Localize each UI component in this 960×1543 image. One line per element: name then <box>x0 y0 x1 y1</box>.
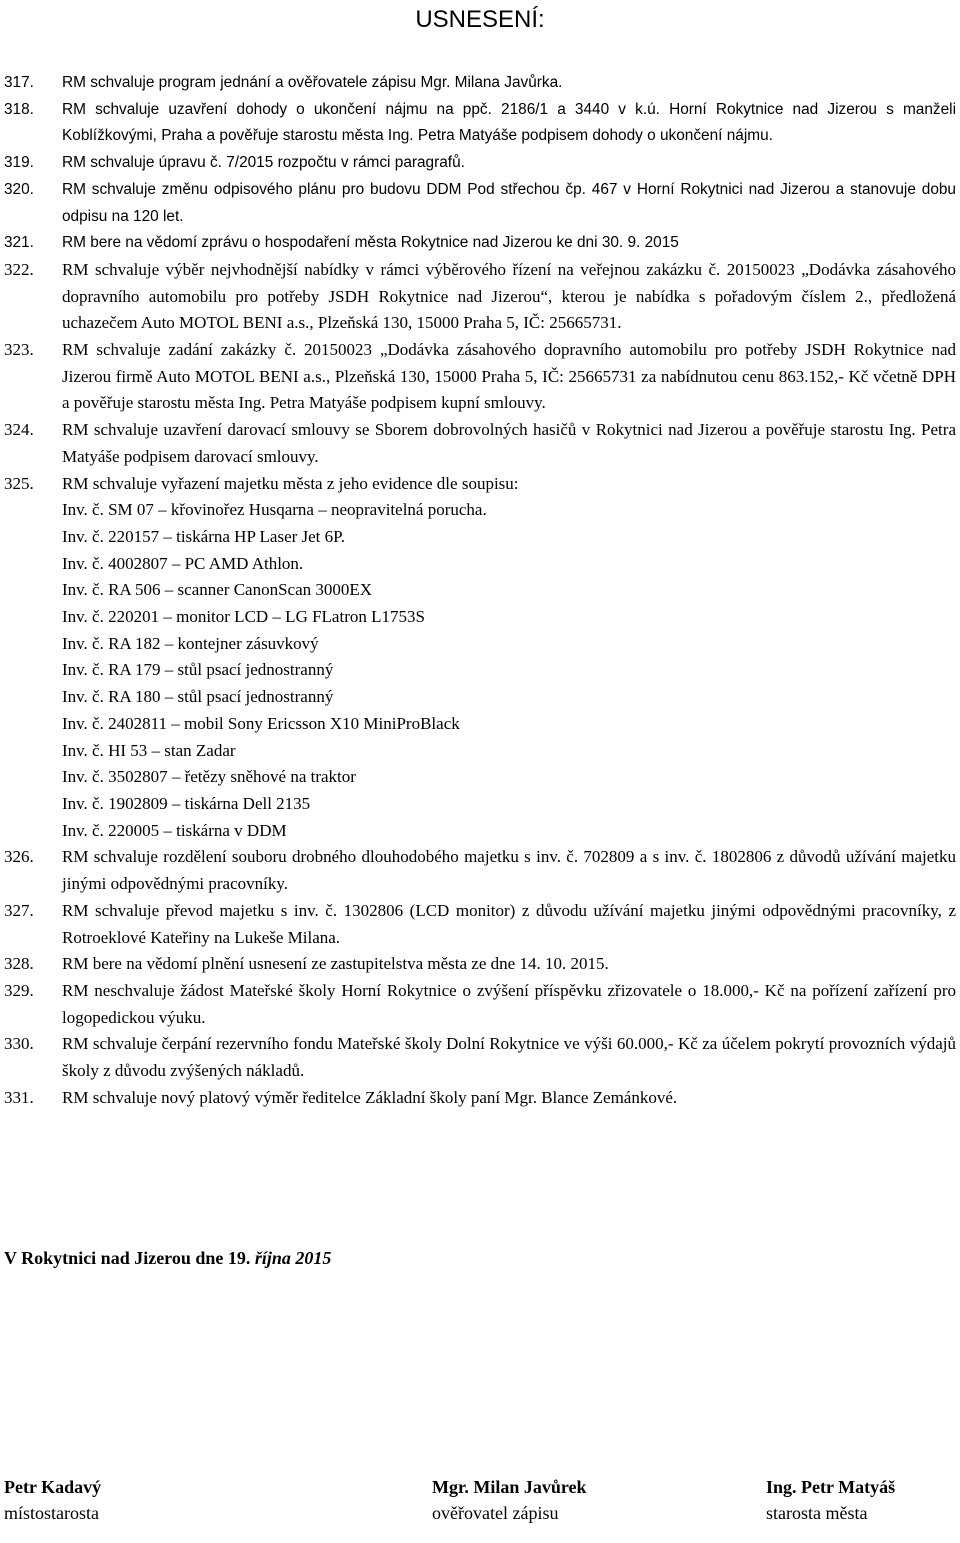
resolution-text: RM schvaluje výběr nejvhodnější nabídky v rámci výběrového řízení na veřejnou zakázku č. 20150023 „Dodávka zásahového dopravního automobilu pro potřeby JSDH Rokytnice nad Jizerou“, kterou je nabídka s pořadovým číslem 2., předložená uchazečem Auto MOTOL BENI a.s., Plzeňská 130, 15000 Praha 5, IČ: 25665731. <box>62 259 956 333</box>
resolution-number: 325. <box>4 473 34 493</box>
inventory-item: Inv. č. RA 179 – stůl psací jednostranný <box>62 660 334 680</box>
resolution-text: RM schvaluje rozdělení souboru drobného dlouhodobého majetku s inv. č. 702809 a s inv. č. 1802806 z důvodů užívání majetku jinými odpovědnými pracovníky. <box>62 847 956 894</box>
signature-verifier <box>432 1474 587 1526</box>
inventory-item: Inv. č. 220157 – tiskárna HP Laser Jet 6P. <box>62 526 345 546</box>
inventory-item: Inv. č. SM 07 – křovinořez Husqarna – neopravitelná porucha. <box>62 500 487 520</box>
inventory-item: Inv. č. 220201 – monitor LCD – LG FLatron L1753S <box>62 607 425 627</box>
resolution-text: RM schvaluje nový platový výměr ředitelce Základní školy paní Mgr. Blance Zemánkové. <box>62 1087 678 1107</box>
resolution-item <box>0 1031 956 1084</box>
resolution-text: RM bere na vědomí plnění usnesení ze zastupitelstva města ze dne 14. 10. 2015. <box>62 954 609 974</box>
signature-role: ověřovatel zápisu <box>432 1503 559 1523</box>
resolution-text: RM schvaluje úpravu č. 7/2015 rozpočtu v rámci paragrafů. <box>62 154 465 172</box>
resolution-text: RM schvaluje program jednání a ověřovatele zápisu Mgr. Milana Javůrka. <box>62 74 563 91</box>
signature-name: Petr Kadavý <box>4 1477 102 1497</box>
inventory-item: Inv. č. 2402811 – mobil Sony Ericsson X10 MiniProBlack <box>62 713 460 733</box>
resolution-number: 330. <box>4 1034 34 1054</box>
resolution-number: 324. <box>4 420 34 440</box>
resolution-number: 329. <box>4 980 34 1000</box>
signature-mayor <box>766 1474 895 1526</box>
inventory-item: Inv. č. RA 506 – scanner CanonScan 3000EX <box>62 580 373 600</box>
resolution-text: RM schvaluje čerpání rezervního fondu Mateřské školy Dolní Rokytnice ve výši 60.000,- Kč za účelem pokrytí provozních výdajů školy z důvodu zvýšených nákladů. <box>62 1034 956 1081</box>
inventory-item: Inv. č. 4002807 – PC AMD Athlon. <box>62 553 304 573</box>
resolution-item <box>0 97 956 150</box>
resolution-number: 328. <box>4 954 34 974</box>
resolution-item <box>0 471 956 845</box>
resolution-number: 326. <box>4 847 34 867</box>
signature-deputy-mayor <box>4 1474 101 1526</box>
inventory-item: Inv. č. 3502807 – řetězy sněhové na traktor <box>62 767 356 787</box>
resolution-number: 322. <box>4 259 34 279</box>
resolution-number: 331. <box>4 1087 34 1107</box>
resolution-item <box>0 150 956 177</box>
inventory-item: Inv. č. 220005 – tiskárna v DDM <box>62 820 287 840</box>
resolution-item <box>0 844 956 897</box>
signature-name: Mgr. Milan Javůrek <box>432 1477 587 1497</box>
resolution-list <box>0 70 956 1111</box>
date-prefix: V Rokytnici nad Jizerou dne 19. <box>4 1248 251 1268</box>
resolution-text: RM schvaluje uzavření dohody o ukončení nájmu na ppč. 2186/1 a 3440 v k.ú. Horní Rokytnice nad Jizerou s manželi Koblížkovými, Praha a pověřuje starostu města Ing. Petra Matyáše podpisem dohody o ukončení nájmu. <box>62 100 956 145</box>
inventory-item: Inv. č. RA 180 – stůl psací jednostranný <box>62 687 334 707</box>
resolution-number: 319. <box>4 154 34 172</box>
resolution-number: 320. <box>4 180 34 198</box>
resolution-number: 327. <box>4 900 34 920</box>
resolution-item <box>0 417 956 470</box>
date-month: října 2015 <box>254 1248 332 1268</box>
resolution-item <box>0 978 956 1031</box>
resolution-item <box>0 230 956 257</box>
resolution-item <box>0 898 956 951</box>
resolution-text: RM schvaluje změnu odpisového plánu pro budovu DDM Pod střechou čp. 467 v Horní Rokytnici nad Jizerou a stanovuje dobu odpisu na 120 let. <box>62 180 956 225</box>
resolution-text: RM schvaluje převod majetku s inv. č. 1302806 (LCD monitor) z důvodu užívání majetku jinými odpovědnými pracovníky, z Rotroeklové Kateřiny na Lukeše Milana. <box>62 900 956 947</box>
signature-role: místostarosta <box>4 1503 99 1523</box>
resolution-text: RM schvaluje uzavření darovací smlouvy se Sborem dobrovolných hasičů v Rokytnici nad Jizerou a pověřuje starostu Ing. Petra Matyáše podpisem darovací smlouvy. <box>62 420 956 466</box>
resolution-number: 323. <box>4 340 34 360</box>
resolution-text: RM neschvaluje žádost Mateřské školy Horní Rokytnice o zvýšení příspěvku zřizovatele o 18.000,- Kč na pořízení zařízení pro logopedickou výuku. <box>62 980 956 1027</box>
date-line <box>4 1245 331 1271</box>
resolution-item <box>0 1085 956 1112</box>
resolution-number: 317. <box>4 74 34 91</box>
signature-name: Ing. Petr Matyáš <box>766 1477 896 1497</box>
page-title: USNESENÍ: <box>415 6 545 33</box>
resolution-number: 321. <box>4 234 34 252</box>
inventory-item: Inv. č. HI 53 – stan Zadar <box>62 740 236 760</box>
resolution-number: 318. <box>4 100 34 118</box>
resolution-text: RM bere na vědomí zprávu o hospodaření města Rokytnice nad Jizerou ke dni 30. 9. 2015 <box>62 234 679 252</box>
resolution-item <box>0 257 956 337</box>
signature-role: starosta města <box>766 1503 868 1523</box>
resolution-text: RM schvaluje vyřazení majetku města z jeho evidence dle soupisu: <box>62 473 519 493</box>
resolution-text: RM schvaluje zadání zakázky č. 20150023 „Dodávka zásahového dopravního automobilu pro potřeby JSDH Rokytnice nad Jizerou firmě Auto MOTOL BENI a.s., Plzeňská 130, 15000 Praha 5, IČ: 25665731 za nabídnutou cenu 863.152,- Kč včetně DPH a pověřuje starostu města Ing. Petra Matyáše podpisem kupní smlouvy. <box>62 340 956 413</box>
inventory-item: Inv. č. 1902809 – tiskárna Dell 2135 <box>62 793 311 813</box>
resolution-item <box>0 177 956 230</box>
resolution-item <box>0 337 956 417</box>
resolution-item <box>0 70 956 97</box>
inventory-item: Inv. č. RA 182 – kontejner zásuvkový <box>62 633 319 653</box>
resolution-item <box>0 951 956 978</box>
